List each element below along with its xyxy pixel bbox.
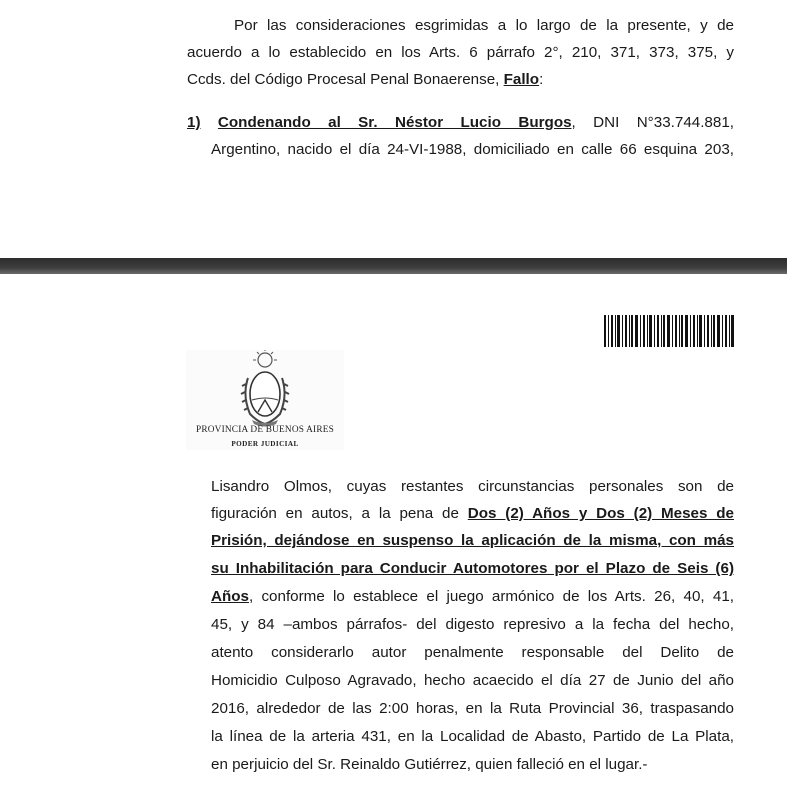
coat-of-arms-seal-icon: [186, 350, 344, 450]
text-line: acuerdo a lo establecido en los Arts. 6 párrafo 2°, 210, 371, 373, 375, y: [187, 44, 734, 61]
text-line: figuración en autos, a la pena de Dos (2) Años y Dos (2) Meses de: [211, 505, 734, 522]
sentence-emphasis: Dos (2) Años y Dos (2) Meses de: [467, 505, 734, 522]
text-line: Prisión, dejándose en suspenso la aplicación de la misma, con más: [211, 532, 734, 549]
text-line: Por las consideraciones esgrimidas a lo largo de la presente, y de: [234, 17, 734, 34]
text-line: atento considerarlo autor penalmente responsable del Delito de: [211, 644, 734, 661]
document-page-top: [0, 0, 787, 258]
item-number: 1): [187, 114, 201, 131]
seal-subtitle: PODER JUDICIAL: [231, 440, 299, 448]
text-line: la línea de la arteria 431, en la Localidad de Abasto, Partido de La Plata,: [211, 728, 734, 745]
page-divider: [0, 258, 787, 274]
text-line: en perjuicio del Sr. Reinaldo Gutiérrez, quien falleció en el lugar.-: [211, 756, 648, 773]
seal-title: PROVINCIA DE BUENOS AIRES: [195, 425, 334, 435]
text-line: Ccds. del Código Procesal Penal Bonaerense, Fallo:: [187, 71, 544, 88]
fallo-heading: Fallo: [503, 71, 540, 88]
text-line: 45, y 84 –ambos párrafos- del digesto represivo a la fecha del hecho,: [211, 616, 734, 633]
condena-heading: Condenando al Sr. Néstor Lucio Burgos: [217, 114, 572, 131]
text-line: Homicidio Culposo Agravado, hecho acaecido el día 27 de Junio del año: [211, 672, 734, 689]
text-line: Lisandro Olmos, cuyas restantes circunstancias personales son de: [211, 478, 734, 495]
barcode: [604, 315, 734, 347]
text-line: Años, conforme lo establece el juego armónico de los Arts. 26, 40, 41,: [211, 588, 734, 605]
text-line: su Inhabilitación para Conducir Automotores por el Plazo de Seis (6): [211, 560, 734, 577]
text-line: 2016, alrededor de las 2:00 horas, en la Ruta Provincial 36, traspasando: [211, 700, 734, 717]
text-line: 1) Condenando al Sr. Néstor Lucio Burgos, DNI N°33.744.881,: [187, 114, 734, 131]
text-line: Argentino, nacido el día 24-VI-1988, domiciliado en calle 66 esquina 203,: [211, 141, 734, 158]
sentence-emphasis: Años: [211, 588, 249, 605]
